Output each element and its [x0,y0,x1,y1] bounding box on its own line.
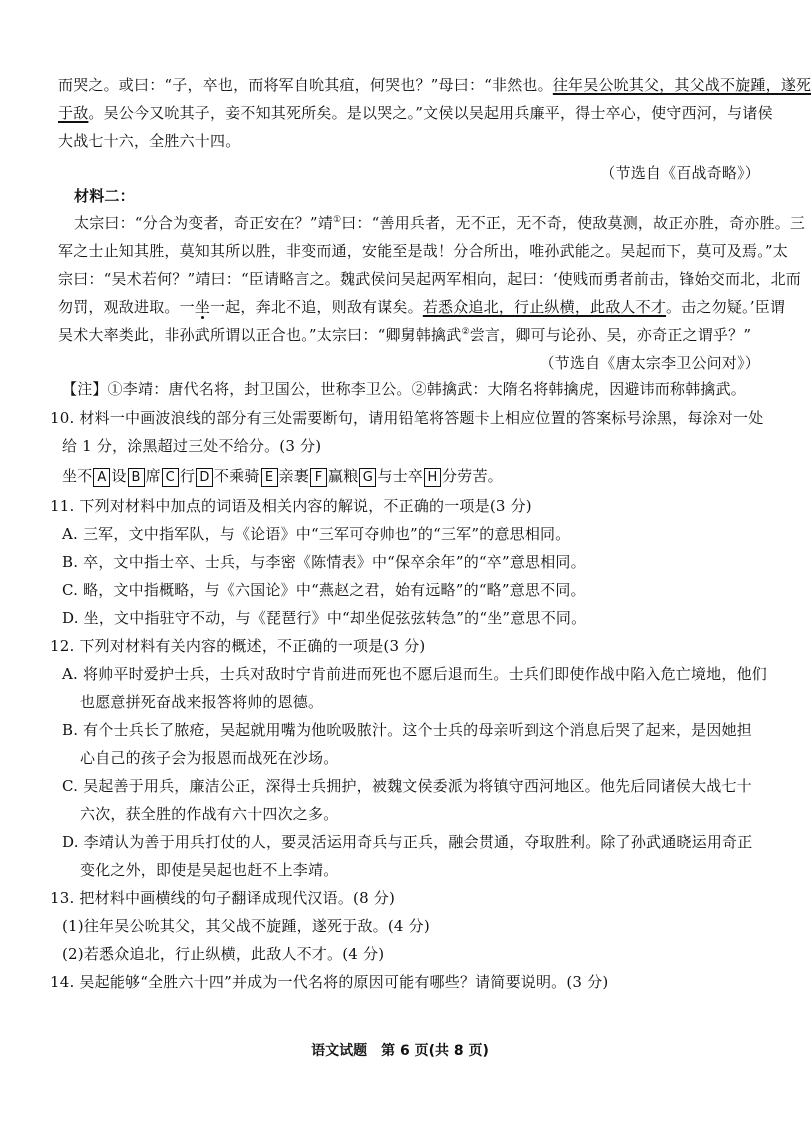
break-option-c[interactable]: C [162,468,179,487]
material2-line-2: 军之士止知其胜，莫知其所以胜，非变而通，安能至是哉！分合所出，唯孙武能之。吴起而下，莫可及焉。”太 [58,242,788,260]
segment-text: 席 [145,467,161,485]
material1-source: （节选自《百战奇略》） [600,164,760,182]
material2-text: 曰：“善用兵者，无不正，无不奇，使敌莫测，故正亦胜，奇亦胜。三 [341,214,806,232]
material2-line-4 [58,294,786,320]
question-10-stem-2: 给 1 分，涂黑超过三处不给分。(3 分) [62,437,322,455]
material1-text: 。吴公今又吮其子，妾不知其死所矣。是以哭之。”文侯以吴起用兵廉平，得士卒心，使守西河，与诸侯 [88,104,773,122]
question-11-option-c[interactable]: C. 略，文中指概略，与《六国论》中“燕赵之君，始有远略”的“略”意思不同。 [62,581,586,599]
question-14-stem: 14. 吴起能够“全胜六十四”并成为一代名将的原因可能有哪些？请简要说明。(3 分) [50,973,609,991]
segment-text: 亲裹 [278,467,310,485]
question-12-option-a-cont: 也愿意拼死奋战来报答将帅的恩德。 [80,693,324,711]
question-12-option-d-cont: 变化之外，即使是吴起也赶不上李靖。 [80,861,339,879]
question-13-sentence-2: (2)若悉众追北，行止纵横，此敌人不才。(4 分) [62,945,385,963]
question-12-option-c[interactable]: C. 吴起善于用兵，廉洁公正，深得士兵拥护，被魏文侯委派为将镇守西河地区。他先后同诸侯大战七十 [62,777,752,795]
material1-line-3: 大战七十六，全胜六十四。 [58,132,241,150]
page-footer: 语文试题 第 6 页(共 8 页) [311,1043,489,1059]
material2-text: 吴术大率类此，非孙武所谓以正合也。”太宗曰：“卿舅韩擒武 [58,326,462,344]
underlined-sentence-1-end: 于敌 [58,104,89,122]
break-option-e[interactable]: E [261,468,278,487]
question-13-stem: 13. 把材料中画横线的句子翻译成现代汉语。(8 分) [50,889,396,907]
question-11-stem: 11. 下列对材料中加点的词语及相关内容的解说，不正确的一项是(3 分) [50,497,532,515]
material2-line-5 [58,322,758,348]
question-12-option-c-cont: 六次，获全胜的作战有六十四次之多。 [80,805,339,823]
question-12-option-b[interactable]: B. 有个士兵长了脓疮，吴起就用嘴为他吮吸脓汁。这个士兵的母亲听到这个消息后哭了起来，是因她担 [62,721,752,739]
material1-line-1 [58,72,811,98]
question-12-stem: 12. 下列对材料有关内容的概述，不正确的一项是(3 分) [50,637,426,655]
material2-line-1 [74,210,806,236]
question-11-option-a[interactable]: A. 三军，文中指军队，与《论语》中“三军可夺帅也”的“三军”的意思相同。 [62,525,571,543]
material2-line-3: 宗曰：“吴术若何？”靖曰：“臣请略言之。魏武侯问吴起两军相向，起曰：‘使贱而勇者前击，锋始交而北，北而 [58,270,801,288]
question-12-option-b-cont: 心自己的孩子会为报恩而战死在沙场。 [80,749,339,767]
segment-text: 行 [179,467,196,485]
material2-text: 勿罚，观敌进取。一 [58,298,195,316]
material2-text: 尝言，卿可与论孙、吴，亦奇正之谓乎？” [469,326,752,344]
segment-text: 不乘骑 [214,467,260,485]
question-10-stem: 10. 材料一中画波浪线的部分有三处需要断句，请用铅笔将答题卡上相应位置的答案标号涂黑，每涂对一处 [50,409,764,427]
segment-text: 设 [111,467,127,485]
underlined-sentence-1: 往年吴公吮其父，其父战不旋踵，遂死 [552,76,811,94]
dotted-word-zuo: 坐 [194,298,211,316]
break-option-b[interactable]: B [128,468,145,487]
break-option-g[interactable]: G [359,468,376,487]
question-12-option-d[interactable]: D. 李靖认为善于用兵打仗的人，要灵活运用奇兵与正兵，融会贯通，夺取胜利。除了孙武通晓运用奇正 [62,833,753,851]
segment-text: 分劳苦。 [442,467,503,485]
footnote-marker-1: ① [332,215,342,225]
material2-text: 。击之勿疑。’臣谓 [666,298,786,316]
material2-heading: 材料二： [74,187,135,205]
footnote-marker-2: ② [461,327,470,337]
underlined-sentence-2: 若悉众追北，行止纵横，此敌人不才 [422,298,667,316]
break-option-d[interactable]: D [196,468,213,487]
question-11-option-d[interactable]: D. 坐，文中指驻守不动，与《琵琶行》中“却坐促弦弦转急”的“坐”意思不同。 [62,609,587,627]
segment-text: 与士卒 [377,467,424,485]
material2-text: 一起，奔北不追，则敌有谋矣。 [210,298,423,316]
question-12-option-a[interactable]: A. 将帅平时爱护士兵，士兵对敌时宁肯前进而死也不愿后退而生。士兵们即使作战中陷入危亡境地，他们 [62,665,767,683]
material1-line-2 [58,100,773,126]
break-option-h[interactable]: H [424,468,441,487]
segment-text: 坐不 [62,467,93,485]
material1-text: 而哭之。或曰：“子，卒也，而将军自吮其疽，何哭也？”母曰：“非然也。 [58,76,553,94]
break-option-f[interactable]: F [310,468,327,487]
question-11-option-b[interactable]: B. 卒，文中指士卒、士兵，与李密《陈情表》中“保卒余年”的“卒”意思相同。 [62,553,586,571]
annotation-note: 【注】①李靖：唐代名将，封卫国公，世称李卫公。②韩擒武：大隋名将韩擒虎，因避讳而称韩擒武。 [62,380,747,398]
question-10-segment-line [62,463,762,489]
question-13-sentence-1: (1)往年吴公吮其父，其父战不旋踵，遂死于敌。(4 分) [62,917,430,935]
break-option-a[interactable]: A [93,468,110,487]
material2-text: 太宗曰：“分合为变者，奇正安在？”靖 [74,214,333,232]
material2-source: （节选自《唐太宗李卫公问对》） [539,354,760,372]
segment-text: 赢粮 [328,467,359,485]
